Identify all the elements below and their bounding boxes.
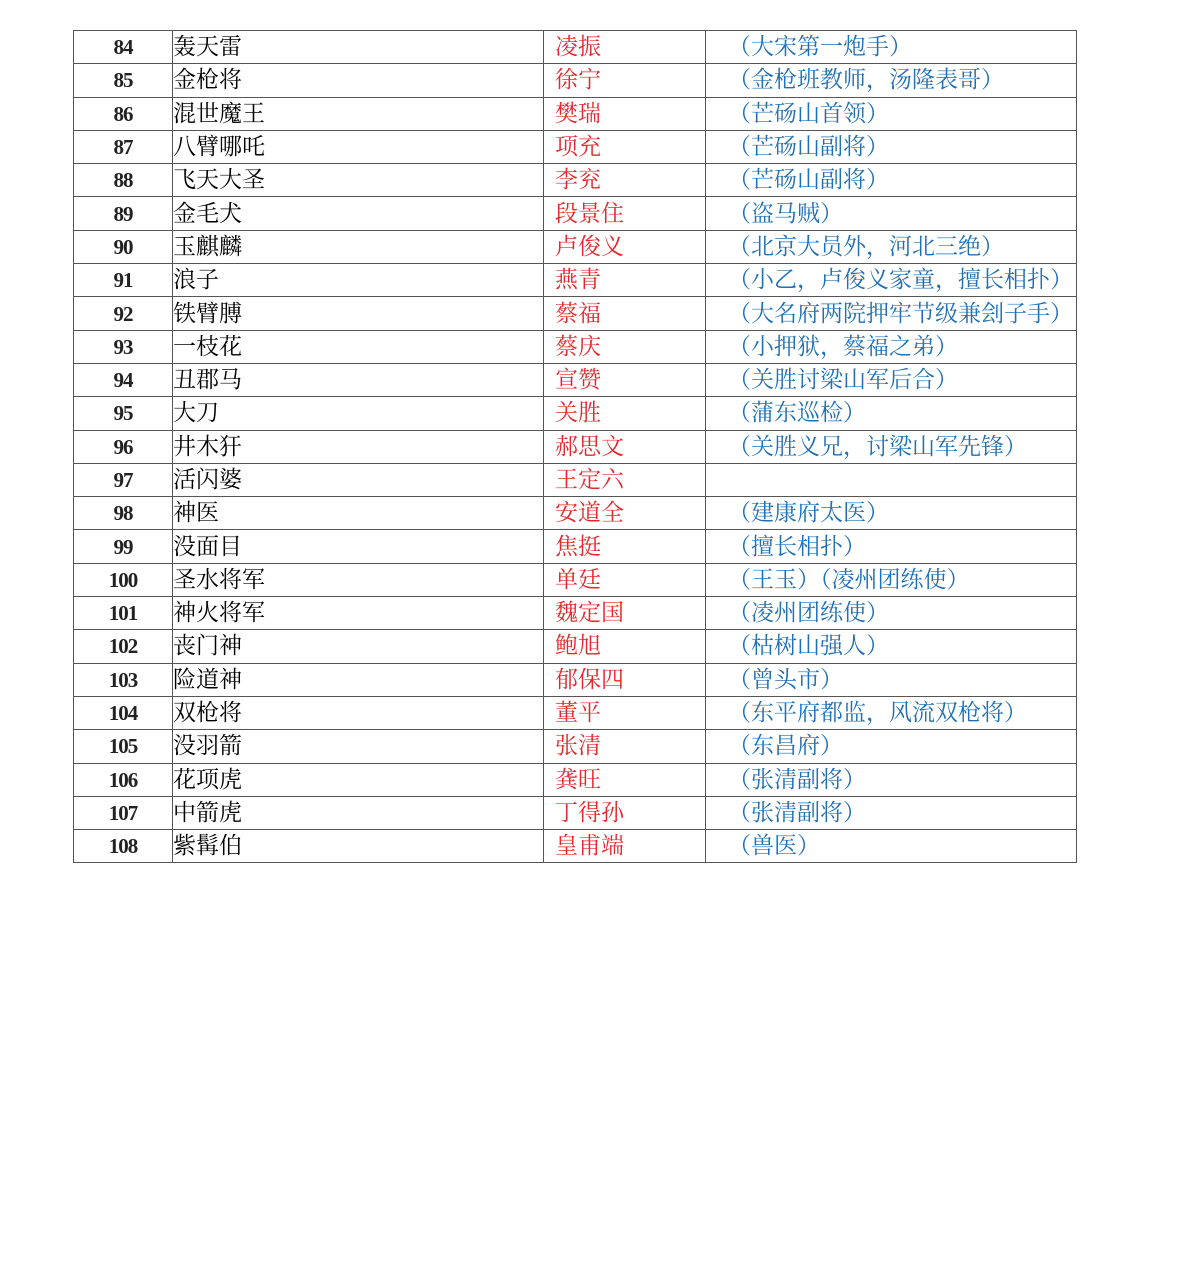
rank-number: 100 [74,563,173,596]
rank-number: 99 [74,530,173,563]
table-row [74,197,1077,230]
nickname-cell: 混世魔王 [173,97,544,130]
table-row [74,330,1077,363]
rank-number: 84 [74,31,173,64]
nickname-cell: 神医 [173,497,544,530]
name-cell: 项充 [544,130,706,163]
rank-number: 86 [74,97,173,130]
note-cell: （芒砀山副将） [706,164,1077,197]
note-cell: （凌州团练使） [706,597,1077,630]
name-cell: 徐宁 [544,64,706,97]
name-cell: 魏定国 [544,597,706,630]
nickname-cell: 八臂哪吒 [173,130,544,163]
nickname-cell: 浪子 [173,264,544,297]
nickname-cell: 丧门神 [173,630,544,663]
rank-number: 90 [74,230,173,263]
rank-number: 91 [74,264,173,297]
note-cell: （擅长相扑） [706,530,1077,563]
table-row [74,31,1077,64]
name-cell: 焦挺 [544,530,706,563]
table-row [74,497,1077,530]
table-row [74,597,1077,630]
heroes-table [73,30,1077,863]
rank-number: 98 [74,497,173,530]
nickname-cell: 轰天雷 [173,31,544,64]
name-cell: 段景住 [544,197,706,230]
table-row [74,796,1077,829]
nickname-cell: 花项虎 [173,763,544,796]
rank-number: 92 [74,297,173,330]
note-cell: （张清副将） [706,796,1077,829]
table-row [74,397,1077,430]
nickname-cell: 飞天大圣 [173,164,544,197]
rank-number: 104 [74,696,173,729]
nickname-cell: 双枪将 [173,696,544,729]
name-cell: 丁得孙 [544,796,706,829]
name-cell: 单廷 [544,563,706,596]
rank-number: 88 [74,164,173,197]
note-cell: （金枪班教师，汤隆表哥） [706,64,1077,97]
note-cell [706,463,1077,496]
name-cell: 关胜 [544,397,706,430]
rank-number: 89 [74,197,173,230]
nickname-cell: 紫髯伯 [173,830,544,863]
note-cell: （东平府都监，风流双枪将） [706,696,1077,729]
name-cell: 蔡庆 [544,330,706,363]
rank-number: 93 [74,330,173,363]
table-row [74,630,1077,663]
nickname-cell: 没面目 [173,530,544,563]
rank-number: 101 [74,597,173,630]
table-row [74,230,1077,263]
rank-number: 107 [74,796,173,829]
nickname-cell: 活闪婆 [173,463,544,496]
table-row [74,563,1077,596]
name-cell: 郝思文 [544,430,706,463]
rank-number: 94 [74,363,173,396]
name-cell: 蔡福 [544,297,706,330]
rank-number: 102 [74,630,173,663]
rank-number: 85 [74,64,173,97]
name-cell: 卢俊义 [544,230,706,263]
nickname-cell: 神火将军 [173,597,544,630]
rank-number: 97 [74,463,173,496]
note-cell: （曾头市） [706,663,1077,696]
nickname-cell: 丑郡马 [173,363,544,396]
table-row [74,696,1077,729]
nickname-cell: 没羽箭 [173,730,544,763]
note-cell: （盗马贼） [706,197,1077,230]
note-cell: （枯树山强人） [706,630,1077,663]
table-row [74,64,1077,97]
note-cell: （大名府两院押牢节级兼刽子手） [706,297,1077,330]
name-cell: 董平 [544,696,706,729]
note-cell: （芒砀山副将） [706,130,1077,163]
nickname-cell: 井木犴 [173,430,544,463]
name-cell: 鲍旭 [544,630,706,663]
table-row [74,130,1077,163]
rank-number: 108 [74,830,173,863]
name-cell: 安道全 [544,497,706,530]
nickname-cell: 圣水将军 [173,563,544,596]
rank-number: 105 [74,730,173,763]
rank-number: 103 [74,663,173,696]
table-row [74,530,1077,563]
note-cell: （芒砀山首领） [706,97,1077,130]
name-cell: 李兖 [544,164,706,197]
table-row [74,463,1077,496]
nickname-cell: 玉麒麟 [173,230,544,263]
note-cell: （小押狱，蔡福之弟） [706,330,1077,363]
nickname-cell: 大刀 [173,397,544,430]
table-row [74,430,1077,463]
note-cell: （关胜讨梁山军后合） [706,363,1077,396]
table-row [74,264,1077,297]
note-cell: （张清副将） [706,763,1077,796]
nickname-cell: 铁臂膊 [173,297,544,330]
name-cell: 龚旺 [544,763,706,796]
nickname-cell: 险道神 [173,663,544,696]
table-row [74,164,1077,197]
nickname-cell: 一枝花 [173,330,544,363]
table-row [74,663,1077,696]
name-cell: 凌振 [544,31,706,64]
nickname-cell: 金毛犬 [173,197,544,230]
rank-number: 95 [74,397,173,430]
name-cell: 樊瑞 [544,97,706,130]
note-cell: （蒲东巡检） [706,397,1077,430]
note-cell: （建康府太医） [706,497,1077,530]
name-cell: 王定六 [544,463,706,496]
note-cell: （北京大员外，河北三绝） [706,230,1077,263]
note-cell: （兽医） [706,830,1077,863]
table-row [74,730,1077,763]
name-cell: 宣赞 [544,363,706,396]
nickname-cell: 金枪将 [173,64,544,97]
name-cell: 燕青 [544,264,706,297]
table-row [74,97,1077,130]
name-cell: 郁保四 [544,663,706,696]
table-row [74,830,1077,863]
note-cell: （东昌府） [706,730,1077,763]
name-cell: 张清 [544,730,706,763]
rank-number: 96 [74,430,173,463]
note-cell: （小乙，卢俊义家童，擅长相扑） [706,264,1077,297]
table-row [74,763,1077,796]
note-cell: （王玉）（凌州团练使） [706,563,1077,596]
note-cell: （关胜义兄，讨梁山军先锋） [706,430,1077,463]
rank-number: 106 [74,763,173,796]
rank-number: 87 [74,130,173,163]
nickname-cell: 中箭虎 [173,796,544,829]
table-row [74,297,1077,330]
table-row [74,363,1077,396]
name-cell: 皇甫端 [544,830,706,863]
note-cell: （大宋第一炮手） [706,31,1077,64]
